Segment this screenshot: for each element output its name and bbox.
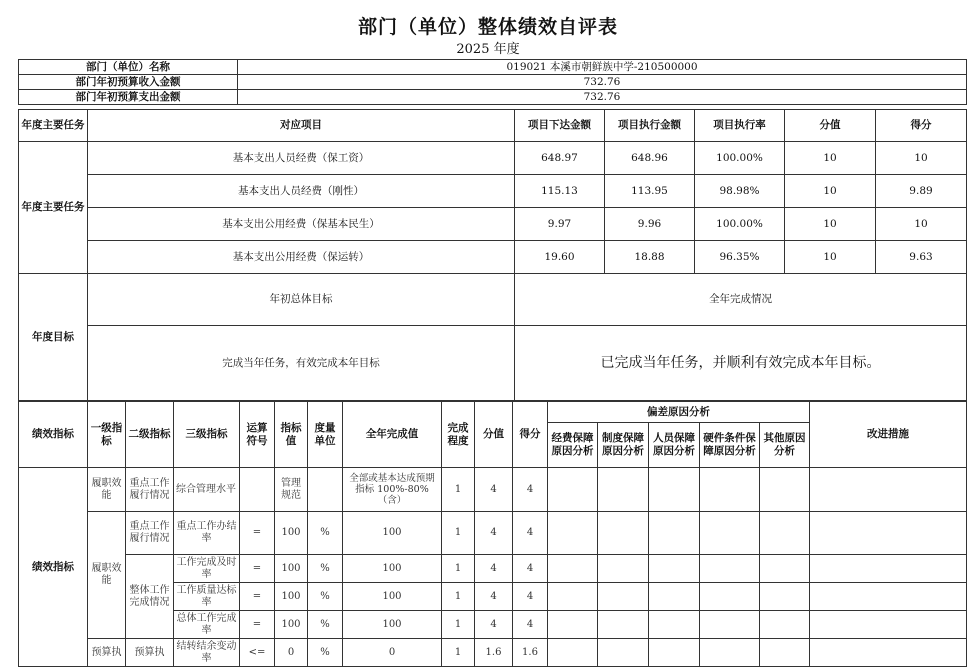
measures-cell	[810, 555, 967, 583]
dev-other-cell	[760, 583, 810, 611]
task-item: 基本支出人员经费（刚性）	[88, 175, 515, 208]
l2-cell: 整体工作完成情况	[126, 555, 174, 639]
dev-funding-cell	[548, 555, 598, 583]
degree-cell: 1	[442, 639, 475, 667]
indicator-row	[19, 555, 967, 583]
income-value: 732.76	[238, 75, 967, 90]
task-row	[19, 175, 967, 208]
unit-cell: %	[308, 512, 343, 555]
score-value-cell: 4	[475, 512, 513, 555]
task-score: 9.63	[876, 241, 967, 274]
dev-other-cell	[760, 639, 810, 667]
l3-cell: 重点工作办结率	[174, 512, 240, 555]
unit-cell: %	[308, 583, 343, 611]
header-dev-hardware: 硬件条件保障原因分析	[700, 423, 760, 468]
op-cell: =	[240, 583, 275, 611]
l1-cell: 履职效能	[88, 512, 126, 639]
target-cell: 管理规范	[275, 468, 308, 512]
header-target: 指标值	[275, 402, 308, 468]
expense-value: 732.76	[238, 90, 967, 105]
task-executed: 9.96	[605, 208, 695, 241]
tasks-goals-table	[18, 109, 967, 401]
task-score: 9.89	[876, 175, 967, 208]
task-score-value: 10	[785, 208, 876, 241]
score-cell: 4	[513, 468, 548, 512]
header-l2: 二级指标	[126, 402, 174, 468]
info-row-dept	[19, 60, 967, 75]
header-measures: 改进措施	[810, 402, 967, 468]
degree-cell: 1	[442, 611, 475, 639]
measures-cell	[810, 512, 967, 555]
actual-cell: 全部或基本达成预期指标 100%-80%（含）	[343, 468, 442, 512]
header-dev-funding: 经费保障原因分析	[548, 423, 598, 468]
dev-system-cell	[598, 468, 649, 512]
dev-hardware-cell	[700, 555, 760, 583]
header-dev-staff: 人员保障原因分析	[649, 423, 700, 468]
task-executed: 648.96	[605, 142, 695, 175]
l3-cell: 工作质量达标率	[174, 583, 240, 611]
degree-cell: 1	[442, 555, 475, 583]
l1-cell: 预算执	[88, 639, 126, 667]
dev-other-cell	[760, 512, 810, 555]
score-cell: 1.6	[513, 639, 548, 667]
header-actual: 全年完成值	[343, 402, 442, 468]
task-score: 10	[876, 142, 967, 175]
op-cell: =	[240, 512, 275, 555]
l3-cell: 总体工作完成率	[174, 611, 240, 639]
task-item: 基本支出人员经费（保工资）	[88, 142, 515, 175]
score-cell: 4	[513, 512, 548, 555]
indicator-row	[19, 468, 967, 512]
l3-cell: 工作完成及时率	[174, 555, 240, 583]
task-rate: 96.35%	[695, 241, 785, 274]
task-issued: 19.60	[515, 241, 605, 274]
dev-other-cell	[760, 555, 810, 583]
l3-cell: 结转结余变动率	[174, 639, 240, 667]
header-degree: 完成程度	[442, 402, 475, 468]
score-cell: 4	[513, 555, 548, 583]
overall-goal-label: 年初总体目标	[88, 274, 515, 326]
completion-value: 已完成当年任务，并顺利有效完成本年目标。	[515, 326, 967, 401]
header-rate: 项目执行率	[695, 110, 785, 142]
indicators-header-row-1	[19, 402, 967, 423]
l2-cell: 重点工作履行情况	[126, 468, 174, 512]
dev-funding-cell	[548, 639, 598, 667]
actual-cell: 0	[343, 639, 442, 667]
actual-cell: 100	[343, 512, 442, 555]
dept-info-table	[18, 59, 967, 105]
dev-system-cell	[598, 611, 649, 639]
degree-cell: 1	[442, 512, 475, 555]
task-row	[19, 241, 967, 274]
target-cell: 0	[275, 639, 308, 667]
dev-other-cell	[760, 468, 810, 512]
dev-system-cell	[598, 555, 649, 583]
l3-cell: 综合管理水平	[174, 468, 240, 512]
tasks-section-label: 年度主要任务	[19, 142, 88, 274]
score-value-cell: 4	[475, 555, 513, 583]
task-issued: 115.13	[515, 175, 605, 208]
completion-label: 全年完成情况	[515, 274, 967, 326]
op-cell: <=	[240, 639, 275, 667]
indicators-section-label: 绩效指标	[19, 468, 88, 667]
measures-cell	[810, 639, 967, 667]
measures-cell	[810, 468, 967, 512]
score-value-cell: 4	[475, 468, 513, 512]
header-issued: 项目下达金额	[515, 110, 605, 142]
header-l3: 三级指标	[174, 402, 240, 468]
indicators-table	[18, 401, 967, 667]
actual-cell: 100	[343, 583, 442, 611]
score-cell: 4	[513, 583, 548, 611]
header-score: 得分	[876, 110, 967, 142]
unit-cell: %	[308, 555, 343, 583]
info-row-income	[19, 75, 967, 90]
header-l1: 一级指标	[88, 402, 126, 468]
unit-cell	[308, 468, 343, 512]
dev-funding-cell	[548, 468, 598, 512]
indicator-row	[19, 512, 967, 555]
degree-cell: 1	[442, 468, 475, 512]
dev-other-cell	[760, 611, 810, 639]
op-cell	[240, 468, 275, 512]
dev-hardware-cell	[700, 512, 760, 555]
header-executed: 项目执行金额	[605, 110, 695, 142]
header-score: 得分	[513, 402, 548, 468]
l2-cell: 重点工作履行情况	[126, 512, 174, 555]
header-dev-other: 其他原因分析	[760, 423, 810, 468]
l2-cell: 预算执	[126, 639, 174, 667]
page-title: 部门（单位）整体绩效自评表	[357, 16, 618, 38]
goals-value-row	[19, 326, 967, 401]
task-item: 基本支出公用经费（保基本民生）	[88, 208, 515, 241]
dept-name-label: 部门（单位）名称	[19, 60, 238, 75]
unit-cell: %	[308, 639, 343, 667]
dev-hardware-cell	[700, 468, 760, 512]
header-score-value: 分值	[785, 110, 876, 142]
dev-staff-cell	[649, 583, 700, 611]
dev-funding-cell	[548, 512, 598, 555]
dev-staff-cell	[649, 468, 700, 512]
header-op: 运算符号	[240, 402, 275, 468]
goals-header-row	[19, 274, 967, 326]
dev-system-cell	[598, 512, 649, 555]
target-cell: 100	[275, 555, 308, 583]
income-label: 部门年初预算收入金额	[19, 75, 238, 90]
task-rate: 98.98%	[695, 175, 785, 208]
unit-cell: %	[308, 611, 343, 639]
target-cell: 100	[275, 512, 308, 555]
score-value-cell: 1.6	[475, 639, 513, 667]
task-row	[19, 208, 967, 241]
task-score: 10	[876, 208, 967, 241]
overall-goal-value: 完成当年任务，有效完成本年目标	[88, 326, 515, 401]
target-cell: 100	[275, 611, 308, 639]
expense-label: 部门年初预算支出金额	[19, 90, 238, 105]
task-item: 基本支出公用经费（保运转）	[88, 241, 515, 274]
info-row-expense	[19, 90, 967, 105]
dev-staff-cell	[649, 639, 700, 667]
task-score-value: 10	[785, 142, 876, 175]
dev-system-cell	[598, 639, 649, 667]
task-rate: 100.00%	[695, 208, 785, 241]
dev-funding-cell	[548, 611, 598, 639]
year-subtitle: 2025 年度	[456, 42, 520, 57]
degree-cell: 1	[442, 583, 475, 611]
dev-staff-cell	[649, 512, 700, 555]
dev-hardware-cell	[700, 583, 760, 611]
task-row	[19, 142, 967, 175]
header-item: 对应项目	[88, 110, 515, 142]
dev-hardware-cell	[700, 639, 760, 667]
indicators-section-head: 绩效指标	[19, 402, 88, 468]
dev-staff-cell	[649, 555, 700, 583]
indicator-row	[19, 639, 967, 667]
header-deviation: 偏差原因分析	[548, 402, 810, 423]
measures-cell	[810, 611, 967, 639]
dev-funding-cell	[548, 583, 598, 611]
goals-section-label: 年度目标	[19, 274, 88, 401]
l1-cell: 履职效能	[88, 468, 126, 512]
header-dev-system: 制度保障原因分析	[598, 423, 649, 468]
task-rate: 100.00%	[695, 142, 785, 175]
task-executed: 113.95	[605, 175, 695, 208]
header-unit: 度量单位	[308, 402, 343, 468]
measures-cell	[810, 583, 967, 611]
task-score-value: 10	[785, 241, 876, 274]
tasks-header-row	[19, 110, 967, 142]
score-cell: 4	[513, 611, 548, 639]
target-cell: 100	[275, 583, 308, 611]
task-executed: 18.88	[605, 241, 695, 274]
dev-hardware-cell	[700, 611, 760, 639]
actual-cell: 100	[343, 611, 442, 639]
score-value-cell: 4	[475, 583, 513, 611]
op-cell: =	[240, 555, 275, 583]
dev-system-cell	[598, 583, 649, 611]
dept-name-value: 019021 本溪市朝鲜族中学-210500000	[238, 60, 967, 75]
task-score-value: 10	[785, 175, 876, 208]
actual-cell: 100	[343, 555, 442, 583]
op-cell: =	[240, 611, 275, 639]
dev-staff-cell	[649, 611, 700, 639]
header-score-value: 分值	[475, 402, 513, 468]
task-issued: 9.97	[515, 208, 605, 241]
tasks-section-head: 年度主要任务	[19, 110, 88, 142]
score-value-cell: 4	[475, 611, 513, 639]
task-issued: 648.97	[515, 142, 605, 175]
